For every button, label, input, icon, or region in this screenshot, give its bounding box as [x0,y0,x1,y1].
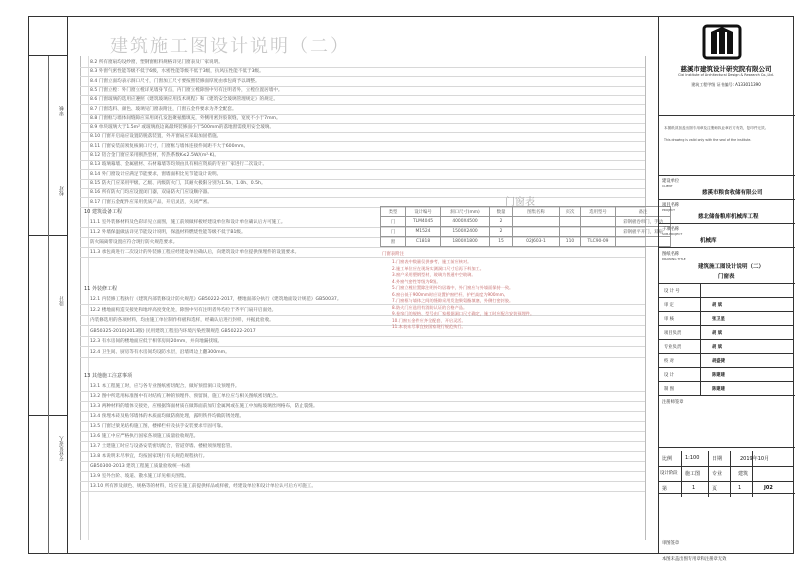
sheet-info-divider [708,451,709,497]
door-table-title: 门窗表 [505,197,535,208]
title-block [658,16,794,554]
table-cell [513,217,560,227]
title-block-signatures [659,284,795,396]
total-number: 1 [738,485,742,491]
sheet-info-rule [658,466,794,467]
subproject-name: 机械库 [700,238,717,244]
signature-name: 胡 斌 [712,303,723,308]
body-text-line: 11.1 室外装修材料及色彩详见立面图，施工前须做样板经建设单位和设计单位确认后方可施工。 [90,220,286,225]
table-cell: 02J603-1 [513,237,560,247]
door-window-table [380,206,671,247]
signature-rule [658,311,794,312]
body-text-line: GB50300-2013 建筑工程施工质量验收统一标准 [90,464,191,469]
cert-number: A133011390 [735,82,761,87]
company-logo-icon [702,24,742,60]
table-cell: 1800X1800 [441,237,490,247]
sheet-info-divider [730,451,731,497]
body-text-line: 8.13 玻璃幕墙、金属板材、石材幕墙等均须由具有相应资质的专业厂家进行二次设计。 [90,162,268,168]
signature-name: 胡 斌 [712,331,723,336]
body-text-line: 12.1 内装修工程执行《建筑内部装修设计防火规范》GB50222-2017，楼地面部分执行《建筑地面设计规范》GB50037。 [90,297,342,302]
scale-label: 比例 [662,456,673,462]
table-cell: 门 [381,217,406,227]
body-text-line: GB50325-2010(2013版) 民用建筑工程室内环境污染控制规范 GB50222-2017 [90,328,256,334]
table-header: 页次 [560,207,581,217]
scale-value: 1:100 [685,455,700,461]
table-cell [581,227,616,237]
signature-divider [700,284,701,396]
project-label-en: PROJECT [662,208,675,212]
door-note-line: 11.本表未尽事宜按国家现行规范执行。 [392,324,466,329]
strip-label: 专业负责人 [59,436,65,461]
sheet-label: 第 [662,486,668,492]
date-value: 2019年10月 [740,456,770,462]
door-note-line: 8.防火门应选用有消防认证的合格产品。 [392,304,468,310]
table-cell: 15 [490,237,513,247]
table-cell: 窗 [381,237,406,247]
sheet-info-rule [658,481,794,482]
table-cell: 1500X2400 [441,227,490,237]
client-label-en: CLIENT [662,184,673,188]
signature-role: 项目负责 [664,331,682,336]
table-header: 洞口尺寸(mm) [441,207,490,217]
signature-name: 胡 斌 [712,345,723,350]
strip-divider [48,56,49,554]
sheet-number: 1 [692,485,696,491]
body-text-line: 13.9 室外台阶、坡道、散水施工详见相关图集。 [90,474,189,479]
strip-label: 校对 [59,186,65,196]
table-cell: 门 [381,227,406,237]
table-cell [513,227,560,237]
table-cell [560,227,581,237]
drawing-label-en: DRAWING TITLE [662,257,686,261]
company-name-en: Cixi Institute of Architectural Design & Research Co.,Ltd. [678,73,774,77]
body-text-line: 8.2 所有窗扇均设纱窗，塑钢窗框料规格详见门窗表及厂家说明。 [90,60,223,65]
signature-name: 陈建建 [712,373,725,378]
door-note-line: 1.门窗表中数量仅供参考，施工前应核对。 [392,259,472,264]
stage-label: 设计阶段 [660,471,678,476]
client-name: 慈溪市粮食收储有限公司 [702,190,763,196]
door-note-line: 5.门窗立樘位置除注明外均居墙中，外门窗应与外墙面保持一致。 [392,285,514,290]
door-note-line: 4.外窗气密性等级为6级。 [392,278,441,284]
table-header: 类型 [381,207,406,217]
sheet-info-divider [681,451,682,497]
table-cell: 110 [560,237,581,247]
signature-rule [658,353,794,354]
table-cell: 2 [490,227,513,237]
body-text-line: 8.16 所有防火门均应设置闭门器，双扇防火门应设顺序器。 [90,190,212,196]
strip-label: 设计 [59,296,65,306]
signature-name: 张卫星 [712,317,725,322]
date-label: 日期 [712,456,723,462]
signature-rule [658,339,794,340]
stage-value: 施工图 [685,471,701,477]
body-text-line: 8.7 门窗选料、颜色、玻璃见门窗表附注，门窗五金件要求为齐全配套。 [90,106,237,112]
discipline-value: 建筑 [738,471,749,477]
table-header-row [381,207,671,217]
body-text-line: 8.10 门窗开启扇应设置防脱落装置，外开窗扇应采取加固措施。 [90,134,222,140]
signature-rule [658,325,794,326]
review-label: 审图签章 [662,541,680,546]
body-text-line: 内装修选用的各项材料，均由施工单位制作样板和选样，经确认后进行封样，并据此验收。 [90,318,274,323]
door-note-line: 9.卷帘门的规格、型号由厂家根据洞口尺寸确定，施工时应配合安装预埋件。 [392,311,535,316]
table-cell: TLM4045 [406,217,441,227]
project-name: 慈北储备粮库机械库工程 [698,214,759,220]
body-text-line: 8.14 外门窗设计应满足节能要求，窗墙面积比见节能设计说明。 [90,171,222,177]
stamp-note-en: This drawing is valid only with the seal of the institute. [664,138,752,142]
page-title: 建筑施工图设计说明（二） [110,36,350,57]
door-note-line: 6.窗台低于900mm时应设置护窗栏杆，护栏高度为900mm。 [392,291,508,297]
body-text-line: 8.12 铝合金门窗应采用断热型材，传热系数K≤2.5W/(m²·K)。 [90,153,220,158]
signature-rule [658,381,794,382]
signature-name: 胡盛捷 [712,359,725,364]
subproject-label: 子项名称 [662,227,680,232]
body-text-line: 13.3 两种材料的墙体交接处，应根据饰面材质在做饰面前加钉金属网或在施工中加贴玻璃丝网格布，防止裂缝。 [90,404,318,409]
body-text-line: 13.7 土建施工时应与设备安装密切配合，管道穿墙、楼板须预埋套管。 [90,444,235,449]
door-note-line: 3.窗户采用塑钢型材，玻璃为普通中空玻璃。 [392,272,476,277]
strip-box [28,16,68,56]
total-label: 页 [712,486,718,492]
body-text-line: 12.3 有水房间的楼地面应低于相邻房间20mm，并向地漏找坡。 [90,339,223,344]
title-block-stamp-area [659,116,795,176]
door-note-line: 7.门窗框与墙体之间的缝隙采用发泡聚氨酯填塞，外侧打密封胶。 [392,298,514,303]
drawing-label: 图纸名称 [662,252,680,257]
stamp-note: 本图纸须加盖出图专用章及注册师执业章后方有效，复印件无效。 [664,126,769,130]
content-right-rule [645,56,646,540]
signature-role: 设 计 [664,373,674,378]
signature-name: 陈建建 [712,387,725,392]
body-text-line: 8.11 门窗安装前须复核洞口尺寸，门窗框与墙体连接件间距不大于600mm。 [90,143,249,149]
subproject-label-en: SUB-PROJECT [662,232,683,236]
body-text-line: 13.8 本说明未尽事宜，均按国家现行有关规范规程执行。 [90,454,208,459]
client-label: 建设单位 [662,179,680,184]
body-text-line: 8.3 外窗气密性能等级不低于6级，水密性能等级不低于3级，抗风压性能不低于3级。 [90,69,264,75]
body-text-line: 11.3 承包商进行二次设计的外装修工程应经建设单位确认后，向建筑设计单位提供预埋件的设置要求。 [90,250,300,255]
signature-role: 审 定 [664,303,674,308]
table-cell: 2 [490,217,513,227]
cert-label: 证书编号 [716,82,733,87]
section-header: 11 外装修工程 [84,286,117,292]
table-row [381,227,671,237]
title-block-subproject [659,224,795,248]
body-text-line: 防火隔离带设置应符合现行防火规范要求。 [90,240,178,245]
title-block-sheet-info [659,448,795,494]
signature-rule [658,395,794,396]
table-cell: TLC90-09 [581,237,616,247]
body-text-line: 8.5 门窗立樘：外门窗立樘详见墙身节点，内门窗立樘除图中另有注明者外，立樘位置居墙中。 [90,87,283,93]
discipline-label: 专业 [712,471,723,477]
signature-role: 制 图 [664,387,674,392]
table-cell: 彩钢板卷帘门，手动 [616,217,671,227]
body-text-line: 8.15 防火门应采用甲级、乙级、丙级防火门，其耐火极限分别为1.5h、1.0h、0.5h。 [90,180,266,186]
left-signature-strip [28,16,68,554]
body-text-line: 11.2 外墙保温做法详见节能设计说明，保温材料燃烧性能等级不低于B1级。 [90,230,246,235]
signature-rule [658,297,794,298]
body-text-line: 8.17 门窗五金配件应采用优质产品，开启灵活，关闭严密。 [90,199,212,205]
table-cell: M1524 [406,227,441,237]
body-text-line: 8.9 单块玻璃大于1.5m² 或玻璃底边离最终装修面小于500mm的落地窗需使用安全玻璃。 [90,125,274,131]
signature-role: 校 对 [664,359,674,364]
door-note-line: 10.门窗五金件应齐全配套，开启灵活。 [392,317,466,323]
table-header: 设计编号 [406,207,441,217]
signature-role: 审 核 [664,317,674,322]
signature-rule [658,367,794,368]
table-header: 图集名称 [513,207,560,217]
body-text-line: 12.4 卫生间、厨房等有水房间均设防水层，沿墙周边上翻300mm。 [90,349,230,355]
door-note-line: 2.施工单位应在现场实测洞口尺寸后再下料加工。 [392,265,484,271]
drawing-subtitle: 门窗表 [718,274,735,280]
table-row [381,237,671,247]
drawing-title: 建筑施工图设计说明（二） [698,264,765,270]
company-name: 慈溪市建筑设计研究院有限公司 [680,65,772,73]
body-text-line: 12.2 楼地面构造交接处和地坪高度变化处，除图中另有注明者外均位于齐平门扇开启面处。 [90,307,277,313]
notes-label: 注册师签章 [662,400,684,405]
body-text-line: 13.4 预埋木砖及贴邻墙体的木质面均做防腐处理，露明铁件均做防锈处理。 [90,414,245,419]
body-text-line: 13.5 门窗过梁见结构施工图，楼梯栏杆及扶手安装要求牢固可靠。 [90,424,226,429]
body-text-line: 13.2 图中所选用标准图中有对结构工种的预埋件、预留洞，施工单位应与相关图纸密切配合。 [90,394,281,399]
table-cell: 4000X4500 [441,217,490,227]
project-label: 项目名称 [662,203,680,208]
signature-role: 专业负责 [664,345,682,350]
body-text-line: 13.1 本工程施工时，应与各专业图纸密切配合，做好预留洞口及预埋件。 [90,384,240,389]
table-header: 备注 [616,207,671,217]
body-text-line: 8.4 门窗立面均表示洞口尺寸，门窗加工尺寸要按照装修面厚度由承包商予以调整。 [90,78,260,84]
cert-info: 建筑工程甲级 证书编号: A133011390 [691,82,761,87]
table-cell: C1818 [406,237,441,247]
table-cell [581,217,616,227]
table-header: 数量 [490,207,513,217]
door-notes-title: 门窗表附注 [382,252,404,257]
body-text-line: 8.8 门窗框与墙体间缝隙应采用闭孔发泡聚氨酯填充，外侧用密封胶嵌缝，宽度不小于7mm。 [90,115,281,121]
section-header: 10 建筑设备工程 [84,209,122,215]
footer-note: 本图未盖出图专用章和注册章无效 [662,557,727,562]
section-header: 13 其他施工注意事项 [84,373,132,379]
cert-grade: 建筑工程甲级 [691,82,716,87]
body-text-line: 8.6 门窗玻璃的选用应遵照《建筑玻璃应用技术规程》和《建筑安全玻璃管理规定》的规定。 [90,97,278,103]
title-block-review [659,494,795,554]
signature-role: 设 计 号 [664,289,680,294]
body-text-line: 13.10 所有涉及颜色、规格等的材料，均应在施工前提供样品或样板，经建设单位和设计单位认可后方可施工。 [90,484,316,489]
sheet-code: J02 [764,485,773,491]
table-cell: 彩钢板平开门，双扇 [616,227,671,237]
body-text-line: 13.6 施工中应严格执行国家各项施工质量验收规范。 [90,434,199,439]
table-header: 选用型号 [581,207,616,217]
strip-label: 审核 [59,106,65,116]
table-row [381,217,671,227]
table-cell [560,217,581,227]
